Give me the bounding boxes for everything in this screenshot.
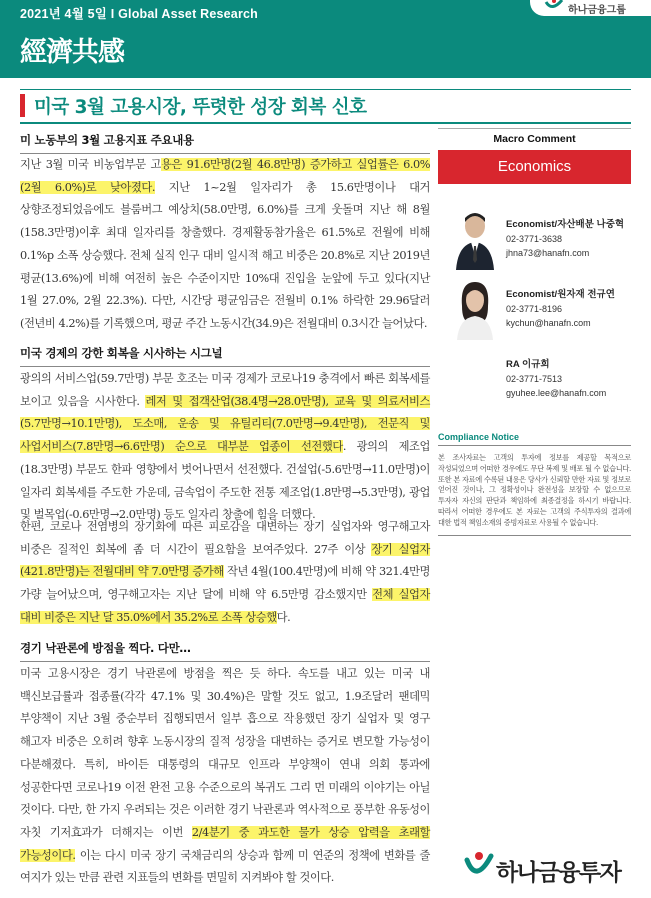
report-date-line: 2021년 4월 5일 I Global Asset Research (20, 7, 259, 21)
compliance-text: 본 조사자료는 고객의 투자에 정보를 제공할 목적으로 작성되었으며 어떠한 경우에도 무단 복제 및 배포 될 수 없습니다. 또한 본 자료에 수록된 내용은 당사가 신뢰할 만한 자료 및 정보로 얻어진 것이나, 그 정확성이나 완전성을 보장할 수 없으므로 투자자 자신의 판단과 책임하에 최종결정을 하시기 바랍니다. 따라서 어떠한 경우에도 본 자료는 고객의 주식투자의 결과에 대한 법적 책임소재의 증빙자료로 사용될 수 없습니다. (438, 453, 631, 536)
paragraph-text: 지난 3월 미국 비농업부문 고 (20, 158, 161, 171)
header-banner (0, 0, 651, 78)
author-phone: 02-3771-8196 (506, 304, 563, 314)
top-logo-text: 하나금융그룹 (568, 5, 626, 16)
author-card (438, 346, 631, 426)
paragraph-text: 작년 4월(100.4만명)에 비해 약 321.4만명 가량 늘어났으며, 영구해고자는 지난 달에 비해 약 6.5만명 감소했지만 (20, 565, 430, 602)
paragraph-text: 한편, 코로나 전염병의 장기화에 따른 피로감을 대변하는 장기 실업자와 영구해고자 비중은 질적인 회복에 좀 더 시간이 필요함을 보여주었다. 27주 이상 (20, 520, 430, 556)
author-name: Economist/자산배분 나중혁 (506, 219, 625, 230)
section-heading: 미국 경제의 강한 회복을 시사하는 시그널 (20, 345, 430, 367)
paragraph-text: 미국 고용시장은 경기 낙관론에 방점을 찍은 듯 하다. 속도를 내고 있는 미국 내 백신보급률과 접종률(각각 47.1% 및 30.4%)은 말할 것도 없고, 1.9조달러 팬데믹 부양책이 지난 3월 중순부터 집행되면서 일부 흡으로 작용했던 장기 실업자 및 영구 해고자 비중은 오히려 향후 노동시장의 질적 성장을 대변하는 증거로 변모할 가능성이 다분해졌다. 특히, 바이든 대통령의 대규모 인프라 부양책이 연내 의회 통과에 성공한다면 코로나19 이전 완전 고용 수준으로의 복귀도 그리 먼 미래의 이야기는 아닐 것이다. 다만, 한 가지 우려되는 것은 이러한 경기 낙관론과 역사적으로 풍부한 유동성이 자칫 기저효과가 더해지는 이번 (20, 667, 430, 839)
hana-logo-icon (544, 0, 564, 12)
highlighted-text: 전체 실업자 대비 비중은 지난 달 35.0%에서 35.2%로 소폭 상승했 (20, 588, 430, 624)
paragraph-text: 다. (276, 610, 291, 624)
paragraph-text: . 광의의 제조업(18.3만명) 부문도 한파 영향에서 벗어나면서 선전했다. 건설업(-5.6만명→11.0만명)이 일자리 회복세를 주도한 가운데, 금속업이 주도한 전통 제조업(1.8만명→5.3만명), 광업 및 벌목업(-0.6만명→2.0만명) 등도 일자리 창출에 힘을 더했다. (20, 440, 430, 522)
author-name: RA 이규희 (506, 359, 550, 370)
section-paragraph (20, 368, 430, 527)
author-photo (452, 276, 498, 340)
top-logo (530, 0, 651, 16)
author-phone: 02-3771-3638 (506, 234, 563, 244)
section-paragraph (20, 154, 430, 336)
paragraph-text: 이는 다시 미국 장기 국채금리의 상승과 함께 미 연준의 정책에 변화를 줄 여지가 있는 만큼 관련 지표들의 변화를 면밀히 지켜봐야 할 것이다. (20, 848, 430, 885)
author-email[interactable]: kychun@hanafn.com (506, 318, 591, 328)
title-rule-top (20, 89, 631, 90)
highlighted-text: 용은 91.6만명(2월 46.8만명) 증가하고 실업률은 6.0%(2월 6.0%)로 낮아졌다. (20, 158, 430, 194)
section-paragraph (20, 663, 430, 890)
highlighted-text: 2/4분기 중 과도한 물가 상승 압력을 초래할 가능성이다. (20, 825, 430, 862)
author-card (438, 206, 631, 286)
page-title: 미국 3월 고용시장, 뚜렷한 성장 회복 신호 (34, 97, 367, 118)
series-title: 經濟共感 (20, 37, 124, 68)
author-info (506, 358, 606, 400)
section-paragraph (20, 516, 430, 630)
author-info (506, 218, 624, 260)
section-heading: 경기 낙관론에 방점을 찍다. 다만… (20, 640, 430, 662)
title-accent-bar (20, 94, 25, 117)
macro-comment-label: Macro Comment (438, 128, 631, 148)
title-rule-bottom (20, 122, 631, 124)
author-photo (452, 206, 498, 270)
author-phone: 02-3771-7513 (506, 374, 563, 384)
author-info (506, 288, 615, 330)
footer-logo (464, 848, 634, 888)
hana-logo-icon (464, 850, 494, 884)
highlighted-text: 레저 및 접객산업(38.4명→28.0만명), 교육 및 의료서비스(5.7만명→10.1만명), 도소매, 운송 및 유틸리티(7.0만명→9.4만명), 전문직 및 사업서비스(7.8만명→6.6만명) 순으로 대부분 업종이 선전했다 (20, 394, 430, 454)
highlighted-text: 장기 실업자(421.8만명)는 전월대비 약 7.0만명 증가해 (20, 542, 430, 579)
compliance-title: Compliance Notice (438, 432, 631, 446)
paragraph-text: 광의의 서비스업(59.7만명) 부문 호조는 미국 경제가 코로나19 충격에서 빠른 회복세를 보이고 있음을 시사한다. (20, 372, 430, 408)
author-email[interactable]: jhna73@hanafn.com (506, 248, 590, 258)
author-card (438, 276, 631, 356)
category-badge: Economics (438, 150, 631, 184)
author-email[interactable]: gyuhee.lee@hanafn.com (506, 388, 607, 398)
section-heading: 미 노동부의 3월 고용지표 주요내용 (20, 132, 430, 154)
footer-logo-text: 하나금융투자 (496, 860, 621, 886)
paragraph-text: 지난 1~2월 일자리가 총 15.6만명이나 대거 상향조정되었음에도 블룸버그 예상치(58.0만명, 6.0%)를 크게 웃돌며 지난 해 8월(158.3만명)이후 최대 일자리를 창출했다. 경제활동참가율은 61.5%로 전월에 비해 0.1%p 소폭 상승했다. 전체 실직 인구 대비 일시적 해고 비중은 20.8%로 지난 2019년 평균(13.6%)에 비해 여전히 높은 수준이지만 10%대 진입을 눈앞에 두고 있다(지난 1월 27.0%, 2월 22.3%). 다만, 시간당 평균임금은 전월비 0.1% 하락한 29.96달러(전년비 4.2%)를 기록했으며, 평균 주간 노동시간(34.9)은 전월대비 0.3시간 늘어났다. (20, 180, 430, 330)
author-name: Economist/원자재 전규연 (506, 289, 615, 300)
compliance-notice (438, 432, 631, 536)
